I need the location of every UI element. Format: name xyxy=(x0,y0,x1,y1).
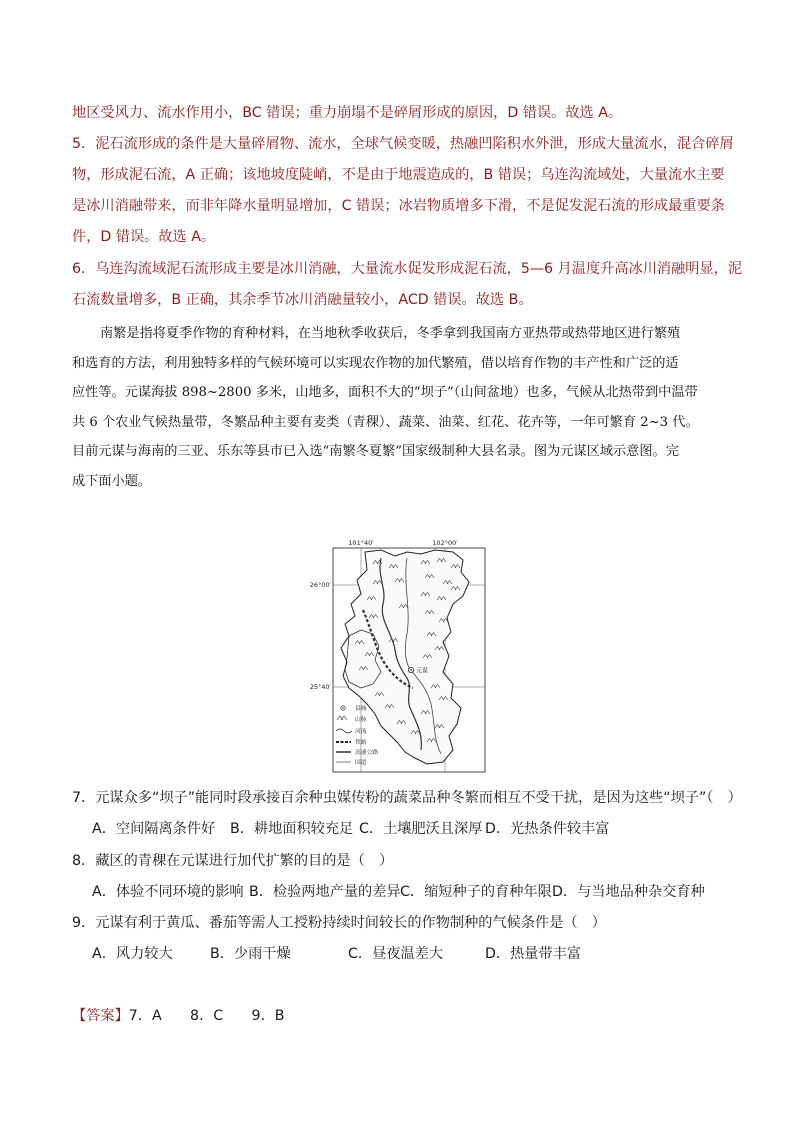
question-9-options xyxy=(92,944,692,964)
explanation-q4-tail xyxy=(72,98,724,129)
legend-label: 高速公路 xyxy=(355,750,379,756)
question-8-stem: 8．藏区的青稞在元谋进行加代扩繁的目的是（ ） xyxy=(72,853,394,869)
option[interactable]: A．体验不同环境的影响 xyxy=(92,884,244,900)
legend-county-dot xyxy=(342,707,343,708)
option[interactable]: B．少雨干燥 xyxy=(210,946,291,962)
option[interactable]: D．热量带丰富 xyxy=(485,946,582,962)
lon-label: 101°40′ xyxy=(348,539,374,547)
explanation-line: 件，D 错误。故选 A。 xyxy=(72,229,216,245)
question-7-options xyxy=(92,819,692,839)
explanation-line: 地区受风力、流水作用小，BC 错误；重力崩塌不是碎屑形成的原因，D 错误。故选 A。 xyxy=(72,105,623,121)
yuanmou-region-map xyxy=(303,538,493,776)
explanation-line: 物，形成泥石流，A 正确；该地坡度陡峭，不是由于地震造成的，B 错误；乌连沟流域处，大量流水主要 xyxy=(72,167,725,183)
passage-line: 目前元谋与海南的三亚、乐东等县市已入选“南繁冬夏繁”国家级制种大县名录。图为元谋区域示意图。完 xyxy=(72,444,679,460)
reading-passage xyxy=(72,319,724,497)
answer-line xyxy=(72,1006,285,1026)
lat-label: 26°00′ xyxy=(309,581,331,589)
option[interactable]: C．缩短种子的育种年限 xyxy=(400,884,552,900)
legend-label: 县城 xyxy=(355,706,367,712)
explanation-q5 xyxy=(72,129,734,253)
passage-line: 和选育的方法，利用独特多样的气候环境可以实现农作物的加代繁殖，借以培育作物的丰产性和广泛的适 xyxy=(72,355,679,371)
option[interactable]: A．风力较大 xyxy=(92,946,173,962)
option[interactable]: C．土壤肥沃且深厚 xyxy=(359,821,483,837)
legend-mountain-icon xyxy=(337,716,347,720)
map-legend xyxy=(336,704,378,766)
legend-label: 山脉 xyxy=(355,717,367,723)
passage-line: 南繁是指将夏季作物的育种材料，在当地秋季收获后，冬季拿到我国南方亚热带或热带地区进行繁殖 xyxy=(100,326,681,341)
explanation-line: 6．乌连沟流域泥石流形成主要是冰川消融，大量流水促发形成泥石流，5—6 月温度升高冰川消融明显，泥 xyxy=(72,261,743,277)
option[interactable]: D．光热条件较丰富 xyxy=(485,821,610,837)
county-seat-label: 元谋 xyxy=(416,667,429,675)
answer-label: 【答案】 xyxy=(72,1008,129,1024)
option[interactable]: B．耕地面积较充足 xyxy=(230,821,354,837)
legend-label: 河流 xyxy=(355,729,367,735)
explanation-line: 5．泥石流形成的条件是大量碎屑物、流水，全球气候变暖，热融凹陷积水外泄，形成大量流水，混合碎屑 xyxy=(72,136,734,152)
passage-line: 成下面小题。 xyxy=(72,473,152,489)
option[interactable]: B．检验两地产量的差异 xyxy=(249,884,401,900)
passage-line: 共 6 个农业气候热量带，冬繁品种主要有麦类（青稞）、蔬菜、油菜、红花、花卉等，一年可繁育 2~3 代。 xyxy=(72,414,699,430)
passage-line: 应性等。元谋海拔 898~2800 多米，山地多，面积不大的“坝子”（山间盆地）也多，气候从北热带到中温带 xyxy=(72,385,698,401)
question-8-options xyxy=(92,882,732,902)
option[interactable]: A．空间隔离条件好 xyxy=(92,821,216,837)
question-9-stem: 9．元谋有利于黄瓜、番茄等需人工授粉持续时间较长的作物制种的气候条件是（ ） xyxy=(72,915,606,931)
answer-text: 7．A 8．C 9．B xyxy=(128,1008,285,1024)
option[interactable]: D．与当地品种杂交育种 xyxy=(552,884,705,900)
lat-label: 25°40′ xyxy=(309,683,331,691)
explanation-q6 xyxy=(72,254,743,316)
question-7-stem: 7．元谋众多“坝子”能同时段承接百余种虫媒传粉的蔬菜品种冬繁而相互不受干扰，是因为这些“坝子”（ ） xyxy=(72,790,742,806)
county-seat-dot xyxy=(410,669,412,671)
legend-river-icon xyxy=(336,729,352,733)
explanation-line: 是冰川消融带来，而非年降水量明显增加，C 错误；冰岩物质增多下滑，不是促发泥石流的形成最重要条 xyxy=(72,198,725,214)
explanation-line: 石流数量增多，B 正确，其余季节冰川消融量较小，ACD 错误。故选 B。 xyxy=(72,292,533,308)
legend-label: 铁路 xyxy=(355,740,367,746)
legend-label: 国道 xyxy=(355,760,367,766)
option[interactable]: C．昼夜温差大 xyxy=(348,946,444,962)
lon-label: 102°00′ xyxy=(432,539,458,547)
